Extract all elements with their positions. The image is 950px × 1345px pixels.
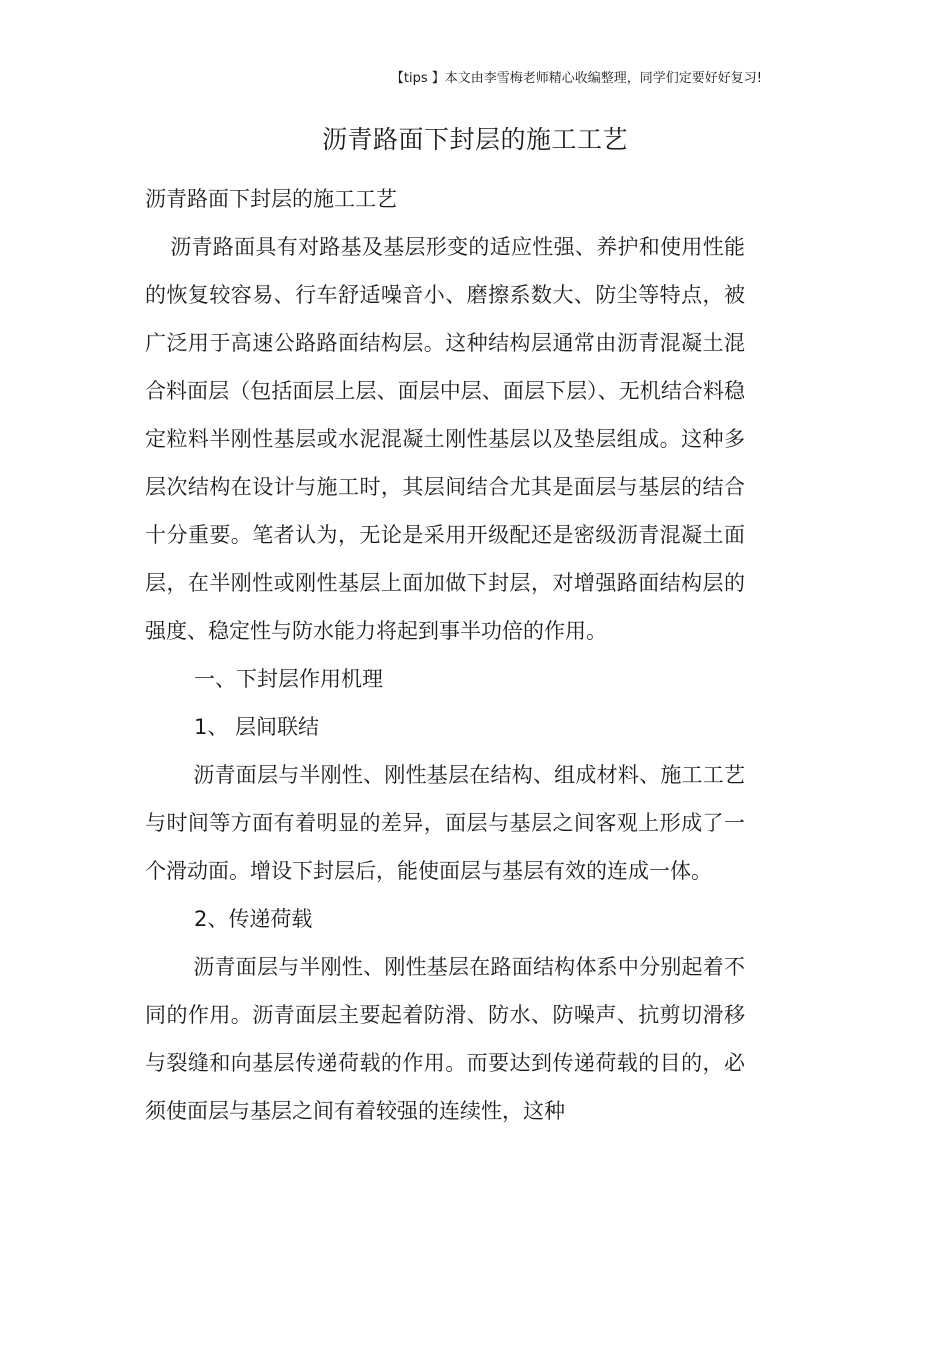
document-title: 沥青路面下封层的施工工艺 xyxy=(321,125,628,154)
subsection-2-paragraph: 沥青面层与半刚性、刚性基层在路面结构体系中分别起着不同的作用。沥青面层主要起着防滑、防水、防噪声、抗剪切滑移与裂缝和向基层传递荷载的作用。而要达到传递荷载的目的，必须使面层与基层之间有着较强的连续性，这种 xyxy=(145,955,745,1123)
section-1-heading: 一、下封层作用机理 xyxy=(194,667,383,691)
subsection-2-heading: 2、传递荷载 xyxy=(194,907,313,931)
subsection-1-heading: 1、 层间联结 xyxy=(194,715,320,739)
subsection-1-paragraph: 沥青面层与半刚性、刚性基层在结构、组成材料、施工工艺与时间等方面有着明显的差异，面层与基层之间客观上形成了一个滑动面。增设下封层后，能使面层与基层有效的连成一体。 xyxy=(145,763,745,883)
header-tips: 【tips 】本文由李雪梅老师精心收编整理，同学们定要好好复习! xyxy=(390,71,762,86)
document-body xyxy=(145,175,745,1135)
intro-paragraph: 沥青路面具有对路基及基层形变的适应性强、养护和使用性能的恢复较容易、行车舒适噪音小、磨擦系数大、防尘等特点，被广泛用于高速公路路面结构层。这种结构层通常由沥青混凝土混合料面层（包括面层上层、面层中层、面层下层）、无机结合料稳定粒料半刚性基层或水泥混凝土刚性基层以及垫层组成。这种多层次结构在设计与施工时，其层间结合尤其是面层与基层的结合十分重要。笔者认为，无论是采用开级配还是密级沥青混凝土面层，在半刚性或刚性基层上面加做下封层，对增强路面结构层的强度、稳定性与防水能力将起到事半功倍的作用。 xyxy=(145,235,745,643)
document-subtitle: 沥青路面下封层的施工工艺 xyxy=(145,187,397,211)
